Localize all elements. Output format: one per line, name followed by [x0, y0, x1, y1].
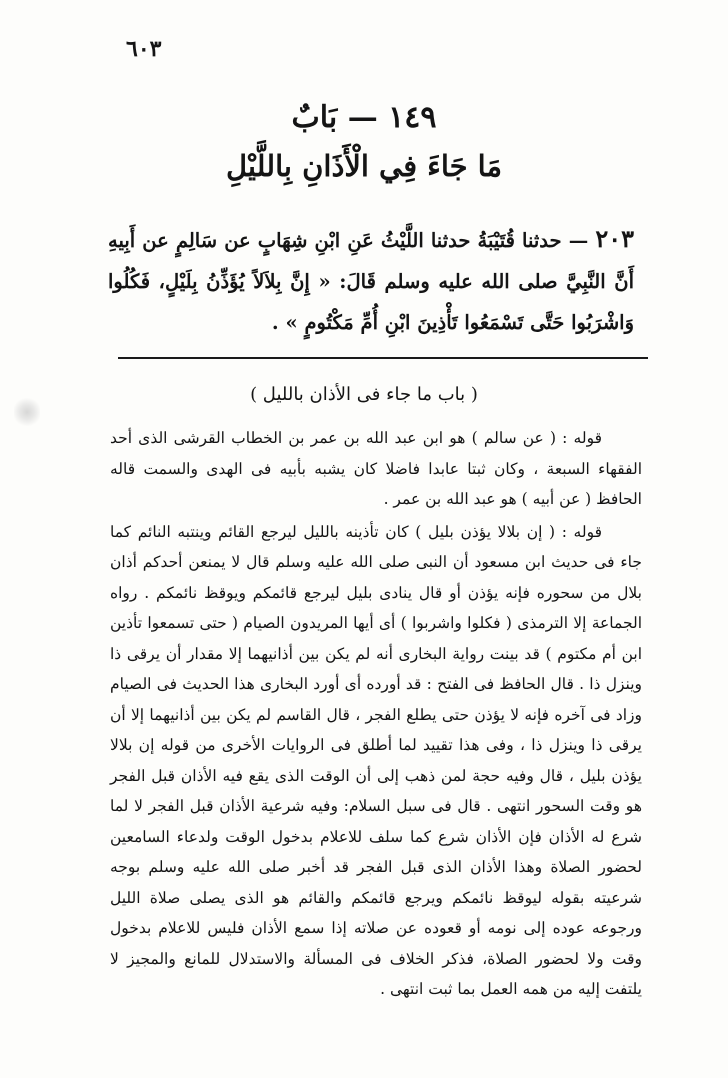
- chapter-number: ١٤٩ — بَابٌ: [291, 100, 437, 135]
- chapter-title: مَا جَاءَ فِي الْأَذَانِ بِاللَّيْلِ: [225, 149, 503, 183]
- section-divider: [118, 357, 648, 359]
- commentary-heading: ( باب ما جاء فى الأذان بالليل ): [250, 384, 478, 405]
- commentary-paragraph: قوله : ( إن بلالا يؤذن بليل ) كان تأذينه بالليل ليرجع القائم وينتبه النائم كما جاء فى حديث ابن مسعود أن النبى صلى الله عليه وسلم قال لا يمنعن أحدكم أذان بلال من سحوره فإنه يؤذن أو قال ينادى بليل ليرجع قائمكم ويوقظ نائمكم . رواه الجماعة إلا الترمذى ( فكلوا واشربوا ) أى أيها المريدون الصيام ( حتى تسمعوا تأذين ابن أم مكتوم ) قد بينت رواية البخارى أنه لم يكن بين أذانيهما إلا مقدار أن يرقى ذا وينزل ذا . قال الحافظ فى الفتح : قد أورده أى أورد البخارى هذا الحديث فى الصيام وزاد فى آخره فإنه لا يؤذن حتى يطلع الفجر ، قال القاسم لم يكن بين أذانيهما إلا أن يرقى ذا وينزل ذا ، وفى هذا تقييد لما أطلق فى الروايات الأخرى من قوله إن بلالا يؤذن بليل ، قال وفيه حجة لمن ذهب إلى أن الوقت الذى يقع فيه الأذان قبل الفجر هو وقت السحور انتهى . قال فى سبل السلام: وفيه شرعية الأذان قبل الفجر لا لما شرع له الأذان فإن الأذان شرع كما سلف للاعلام بدخول الوقت ولدعاء السامعين لحضور الصلاة وهذا الأذان الذى قبل الفجر قد أخبر صلى الله عليه وسلم بوجه شرعيته بقوله ليوقظ نائمكم ويرجع قائمكم والقائم هو الذى يصلى صلاة الليل ورجوعه عوده إلى نومه أو قعوده عن صلاته إذا سمع الأذان فليس للاعلام بدخول وقت ولا لحضور الصلاة، فذكر الخلاف فى المسألة والاستدلال للمانع والمجيز لا يلتفت إليه من همه العمل بما ثبت انتهى .: [110, 522, 642, 998]
- hadith-number: ٢٠٣: [595, 224, 634, 253]
- commentary-paragraph: قوله : ( عن سالم ) هو ابن عبد الله بن عمر بن الخطاب القرشى الذى أحد الفقهاء السبعة ، وكان ثبتا عابدا فاضلا كان يشبه بأبيه فى الهدى والسمت قاله الحافظ ( عن أبيه ) هو عبد الله بن عمر .: [110, 429, 642, 508]
- commentary-body: [110, 423, 642, 1005]
- hadith-body: — حدثنا قُتَيْبَةُ حدثنا اللَّيْثُ عَنِ ابْنِ شِهَابٍ عن سَالِمٍ عن أَبِيهِ أَنَّ النَّبِيَّ صلى الله عليه وسلم قَالَ: « إِنَّ بِلاَلاً يُؤَذِّنُ بِلَيْلٍ، فَكُلُوا وَاشْرَبُوا حَتَّى تَسْمَعُوا تَأْذِينَ ابْنِ أُمِّ مَكْتُومٍ » .: [108, 229, 634, 334]
- hadith-text: [108, 218, 634, 343]
- chapter-heading: [0, 96, 728, 190]
- page-number: ٦٠٣: [126, 36, 162, 62]
- scan-mark: [14, 396, 40, 428]
